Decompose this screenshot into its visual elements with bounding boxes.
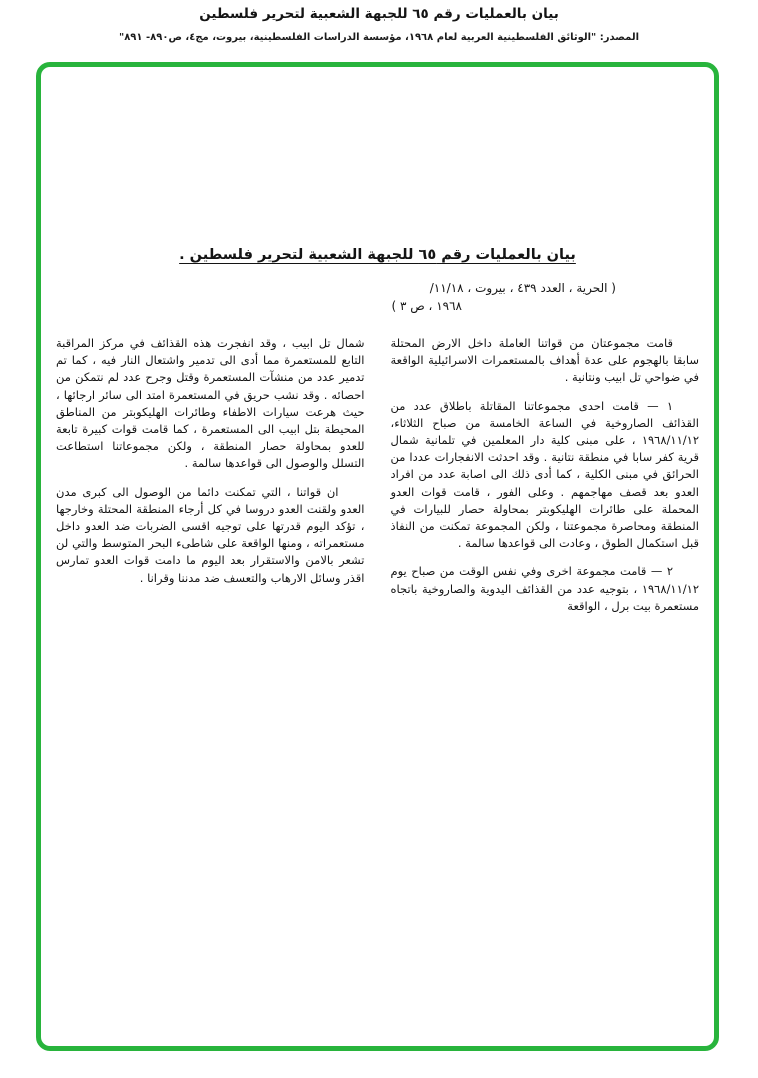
page-title: بيان بالعمليات رقم ٦٥ للجبهة الشعبية لتحرير فلسطين (199, 6, 559, 22)
source-citation: المصدر: "الوثائق الفلسطينية العربية لعام ١٩٦٨، مؤسسة الدراسات الفلسطينية، بيروت، مج٤، ص٨٩٠- ٨٩١" (118, 32, 640, 43)
page-header (0, 6, 758, 43)
citation-line-2: ١٩٦٨ ، ص ٣ ) (391, 299, 462, 313)
citation-line-1: ( الحرية ، العدد ٤٣٩ ، بيروت ، ١١/١٨/ (429, 281, 616, 295)
document-title: بيان بالعمليات رقم ٦٥ للجبهة الشعبية لتحرير فلسطين . (179, 247, 576, 263)
paragraph-item-2-continuation: شمال تل ابيب ، وقد انفجرت هذه القذائف في مركز المراقبة التابع للمستعمرة مما أدى الى تدمير واشتعال النار فيه ، كما تم تدمير عدد من منشآت المستعمرة وقتل وجرح عدد لم نتمكن من احصائه . وقد نشب حريق في المستعمرة امتد الى سائر ارجائها ، حيث هرعت سيارات الاطفاء وطائرات الهليكوبتر من المناطق المحيطة بتل ابيب الى المستعمرة ، كما قامت قوات كبيرة تابعة للعدو بمحاولة حصار المنطقة ، ولكن مجموعاتنا استطاعت التسلل والوصول الى قواعدها سالمة . (56, 336, 365, 471)
document-citation (41, 279, 714, 315)
paragraph-item-2: ٢ — قامت مجموعة اخرى وفي نفس الوقت من صباح يوم ١٩٦٨/١١/١٢ ، بتوجيه عدد من القذائف اليدوية والصاروخية باتجاه مستعمرة بيت برل ، الواقعة (390, 564, 699, 613)
two-column-body (41, 335, 714, 626)
column-right (391, 335, 700, 626)
paragraph-conclusion: ان قواتنا ، التي تمكنت دائما من الوصول الى كبرى مدن العدو ولقنت العدو دروسا في كل أرجاء المنطقة المحتلة وخارجها ، تؤكد اليوم قدرتها على توجيه اقسى الضربات ضد العدو داخل مستعمراته ، ومنها الواقعة على شاطىء البحر المتوسط والتي لن تشعر بالامن والاستقرار بعد اليوم ما دامت قوات العدو تمارس اقذر وسائل الارهاب والتعسف ضد مدننا وقرانا . (56, 484, 365, 585)
paragraph-intro: قامت مجموعتان من قواتنا العاملة داخل الارض المحتلة سابقا بالهجوم على عدة أهداف بالمستعمرات الاسرائيلية الواقعة في ضواحي تل ابيب ونتانية . (390, 336, 699, 385)
document-green-frame (36, 62, 719, 1051)
column-left (56, 335, 365, 626)
paragraph-item-1: ١ — قامت احدى مجموعاتنا المقاتلة باطلاق عدد من القذائف الصاروخية في الساعة الخامسة من صباح الثلاثاء، ١٩٦٨/١١/١٢ ، على مبنى كلية دار المعلمين في تلمانية شمال قرية كفر سابا في منطقة نتانية . وقد احدثت الانفجارات عددا من الحرائق في مبنى الكلية ، كما أدى ذلك الى اصابة عدد من افراد العدو بعد قصف مهاجمهم . وعلى الفور ، قامت قوات العدو المحملة على طائرات الهليكوبتر بمحاولة حصار للبيارات في المنطقة ومحاصرة مجموعتنا ، ولكن المجموعة تمكنت من النفاذ قبل استكمال الطوق ، وعادت الى قواعدها سالمة . (390, 398, 699, 551)
